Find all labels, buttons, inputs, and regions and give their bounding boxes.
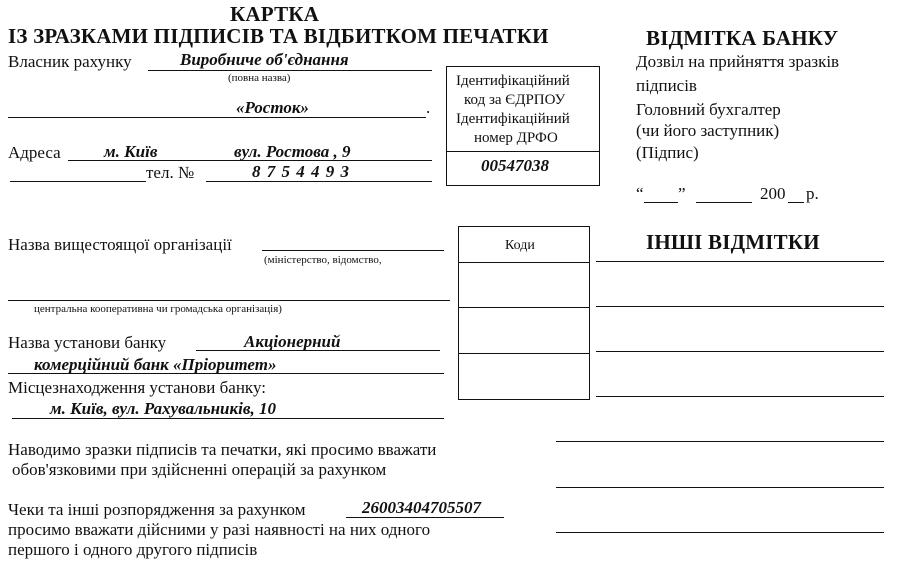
date-close-quote: ” <box>678 184 686 203</box>
bank-mark-line-3: Головний бухгалтер <box>636 100 781 119</box>
date-year-line[interactable] <box>788 202 804 203</box>
bank-mark-line-5: (Підпис) <box>636 143 699 162</box>
samples-text-1: Наводимо зразки підписів та печатки, які просимо вважати <box>8 440 437 459</box>
parent-org-hint-2: центральна кооперативна чи громадська організація) <box>34 303 282 315</box>
id-code-value[interactable]: 00547038 <box>481 156 549 175</box>
codes-row-divider-3 <box>458 353 589 354</box>
id-label-4: номер ДРФО <box>474 130 558 146</box>
date-month-line[interactable] <box>696 202 752 203</box>
bank-location-label: Місцезнаходження установи банку: <box>8 378 266 397</box>
parent-org-hint-1: (міністерство, відомство, <box>264 254 382 266</box>
bank-mark-line-2: підписів <box>636 76 697 95</box>
owner-value-2[interactable]: «Росток» <box>236 98 309 117</box>
id-label-2: код за ЄДРПОУ <box>464 92 566 108</box>
bank-name-value-1[interactable]: Акціонерний <box>244 332 341 351</box>
other-marks-title: ІНШІ ВІДМІТКИ <box>646 230 820 254</box>
parent-org-label: Назва вищестоящої організації <box>8 235 232 254</box>
other-marks-line-5[interactable] <box>556 441 884 442</box>
date-year: 200 <box>760 184 786 203</box>
owner-line <box>148 70 432 71</box>
address-street[interactable]: вул. Ростова , 9 <box>234 142 351 161</box>
bank-name-label: Назва установи банку <box>8 333 167 352</box>
owner-line-2 <box>8 117 426 118</box>
card-title: КАРТКА <box>230 2 320 26</box>
bank-mark-line-1: Дозвіл на прийняття зразків <box>636 52 840 71</box>
bank-mark-title: ВІДМІТКА БАНКУ <box>646 26 839 50</box>
owner-dot: . <box>426 98 431 117</box>
account-number[interactable]: 26003404705507 <box>362 498 481 517</box>
other-marks-line-1[interactable] <box>596 261 884 262</box>
other-marks-line-7[interactable] <box>556 532 884 533</box>
phone-value[interactable]: 8 7 5 4 4 9 3 <box>252 162 350 181</box>
owner-value[interactable]: Виробниче об'єднання <box>180 50 349 69</box>
codes-header: Коди <box>505 238 535 253</box>
id-divider <box>446 151 599 152</box>
samples-text-2: обов'язковими при здійсненні операцій за рахунком <box>12 460 387 479</box>
id-label-1: Ідентифікаційний <box>456 73 570 89</box>
parent-org-line-2 <box>8 300 450 301</box>
other-marks-line-4[interactable] <box>596 396 884 397</box>
other-marks-line-2[interactable] <box>596 306 884 307</box>
owner-label: Власник рахунку <box>8 52 132 71</box>
bank-mark-line-4: (чи його заступник) <box>636 121 780 140</box>
card-subtitle: ІЗ ЗРАЗКАМИ ПІДПИСІВ ТА ВІДБИТКОМ ПЕЧАТКИ <box>8 24 549 48</box>
codes-row-divider-2 <box>458 307 589 308</box>
date-day-line[interactable] <box>644 202 678 203</box>
cheques-text-3: першого і одного другого підписів <box>8 540 258 559</box>
other-marks-line-6[interactable] <box>556 487 884 488</box>
date-year-suffix: р. <box>806 184 819 203</box>
cheques-text-1: Чеки та інші розпорядження за рахунком <box>8 500 306 519</box>
cheques-text-2: просимо вважати дійсними у разі наявності на них одного <box>8 520 431 539</box>
codes-row-divider-1 <box>458 262 589 263</box>
owner-hint: (повна назва) <box>228 72 291 84</box>
address-city[interactable]: м. Київ <box>104 142 158 161</box>
address-line-2 <box>10 181 146 182</box>
address-label: Адреса <box>8 143 61 162</box>
date-open-quote: “ <box>636 184 644 203</box>
bank-name-value-2[interactable]: комерційний банк «Пріоритет» <box>34 355 277 374</box>
bank-location-value[interactable]: м. Київ, вул. Рахувальників, 10 <box>50 399 276 418</box>
phone-label: тел. № <box>146 163 195 182</box>
id-label-3: Ідентифікаційний <box>456 111 570 127</box>
other-marks-line-3[interactable] <box>596 351 884 352</box>
parent-org-line <box>262 250 444 251</box>
